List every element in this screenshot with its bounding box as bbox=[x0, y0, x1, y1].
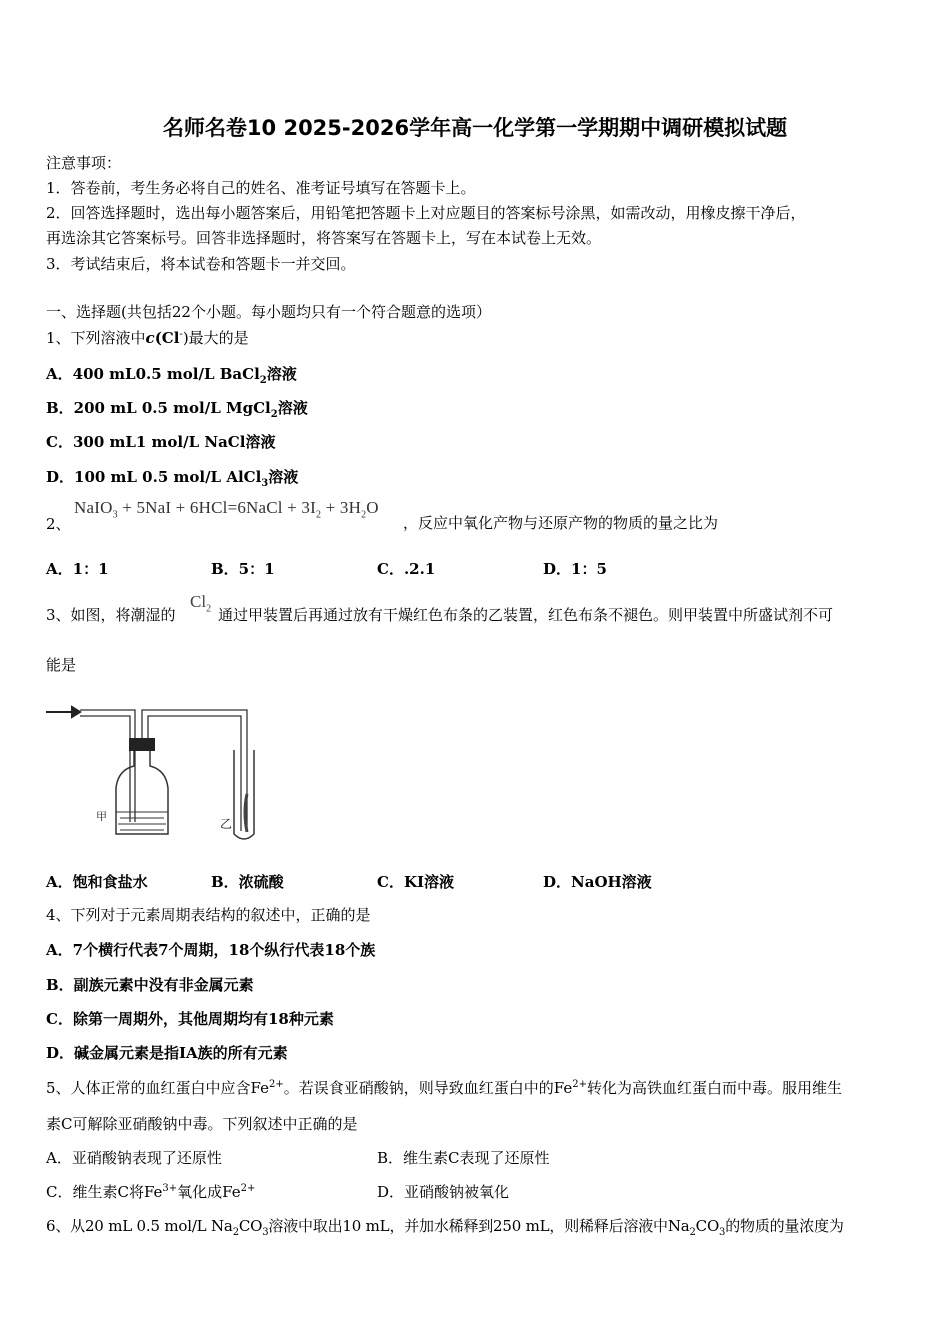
question-3-option-b: B．浓硫酸 bbox=[211, 873, 284, 891]
question-1-option-d: D．100 mL 0.5 mol/L AlCl$_3$溶液 bbox=[46, 468, 299, 489]
question-3-stem-pre: 3、如图，将潮湿的 bbox=[46, 606, 176, 624]
question-4-stem: 4、下列对于元素周期表结构的叙述中，正确的是 bbox=[46, 906, 371, 924]
question-1-option-a: A．400 mL0.5 mol/L BaCl$_2$溶液 bbox=[46, 365, 297, 386]
tube-2 bbox=[142, 710, 247, 831]
question-3-option-d: D．NaOH溶液 bbox=[543, 873, 652, 891]
notice-item-1: 1．答卷前，考生务必将自己的姓名、准考证号填写在答题卡上。 bbox=[46, 179, 476, 197]
question-5-option-b: B．维生素C表现了还原性 bbox=[377, 1149, 550, 1167]
apparatus-diagram bbox=[44, 694, 294, 846]
question-2-option-c: C．.2.1 bbox=[377, 560, 436, 578]
label-jia: 甲 bbox=[96, 810, 107, 823]
notice-item-2-line-1: 2．回答选择题时，选出每小题答案后，用铅笔把答题卡上对应题目的答案标号涂黑，如需改动，用橡皮擦干净后， bbox=[46, 204, 806, 222]
label-yi: 乙 bbox=[220, 817, 233, 831]
question-4-option-d: D．碱金属元素是指ⅠA族的所有元素 bbox=[46, 1044, 288, 1062]
page-title: 名师名卷10 2025-2026学年高一化学第一学期期中调研模拟试题 bbox=[162, 116, 788, 140]
section-heading: 一、选择题(共包括22个小题。每小题均只有一个符合题意的选项） bbox=[46, 303, 491, 321]
question-2-option-a: A．1：1 bbox=[46, 560, 109, 578]
liquid bbox=[116, 812, 168, 830]
stopper bbox=[129, 738, 155, 751]
notice-item-3: 3．考试结束后，将本试卷和答题卡一并交回。 bbox=[46, 255, 356, 273]
notice-item-2-line-2: 再选涂其它答案标号。回答非选择题时，将答案写在答题卡上，写在本试卷上无效。 bbox=[46, 229, 602, 247]
test-tube bbox=[234, 750, 254, 839]
question-4-option-b: B．副族元素中没有非金属元素 bbox=[46, 976, 254, 994]
question-2-option-d: D．1：5 bbox=[543, 560, 607, 578]
question-6-stem: 6、从20 mL 0.5 mol/L $Na_2CO_3$溶液中取出10 mL，并加水稀释到250 mL，则稀释后溶液中$Na_2CO_3$的物质的量浓度为 bbox=[46, 1217, 844, 1238]
question-5-stem-line-1: 5、人体正常的血红蛋白中应含$Fe^{2+}$。若误食亚硝酸钠，则导致血红蛋白中的$Fe^{2+}$转化为高铁血红蛋白而中毒。服用维生 bbox=[46, 1079, 842, 1097]
tube-1 bbox=[80, 710, 135, 822]
chlorine-formula: $Cl_2$ bbox=[190, 592, 212, 615]
question-1-stem: 1、下列溶液中c(Cl-)最大的是 bbox=[46, 329, 249, 347]
question-1-option-c: C．300 mL1 mol/L NaCl溶液 bbox=[46, 433, 276, 451]
question-4-option-a: A．7个横行代表7个周期，18个纵行代表18个族 bbox=[46, 941, 376, 959]
question-2-equation: NaIO$_3$ + 5NaI + 6HCl=6NaCl + $3I_2 + 3H_2O$ bbox=[74, 498, 379, 521]
question-5-option-d: D．亚硝酸钠被氧化 bbox=[377, 1183, 510, 1201]
question-3-option-a: A．饱和食盐水 bbox=[46, 873, 148, 891]
inlet-arrow bbox=[46, 707, 80, 717]
question-1-option-b: B．200 mL 0.5 mol/L MgCl$_2$溶液 bbox=[46, 399, 308, 420]
question-5-option-c: C．维生素C将$Fe^{3+}$氧化成$Fe^{2+}$ bbox=[46, 1183, 256, 1201]
gas-washing-bottle bbox=[116, 751, 168, 834]
notice-heading: 注意事项： bbox=[46, 154, 122, 172]
question-5-option-a: A．亚硝酸钠表现了还原性 bbox=[46, 1149, 222, 1167]
question-5-stem-line-2: 素C可解除亚硝酸钠中毒。下列叙述中正确的是 bbox=[46, 1115, 358, 1133]
question-2-stem: ，反应中氧化产物与还原产物的物质的量之比为 bbox=[403, 514, 719, 532]
question-3-stem-post: 通过甲装置后再通过放有干燥红色布条的乙装置，红色布条不褪色。则甲装置中所盛试剂不可 bbox=[218, 606, 834, 624]
question-3-option-c: C．KI溶液 bbox=[377, 873, 454, 891]
question-4-option-c: C．除第一周期外，其他周期均有18种元素 bbox=[46, 1010, 334, 1028]
question-3-stem-line-2: 能是 bbox=[46, 656, 77, 674]
question-2-option-b: B．5：1 bbox=[211, 560, 275, 578]
question-2-number: 2、 bbox=[46, 515, 71, 533]
